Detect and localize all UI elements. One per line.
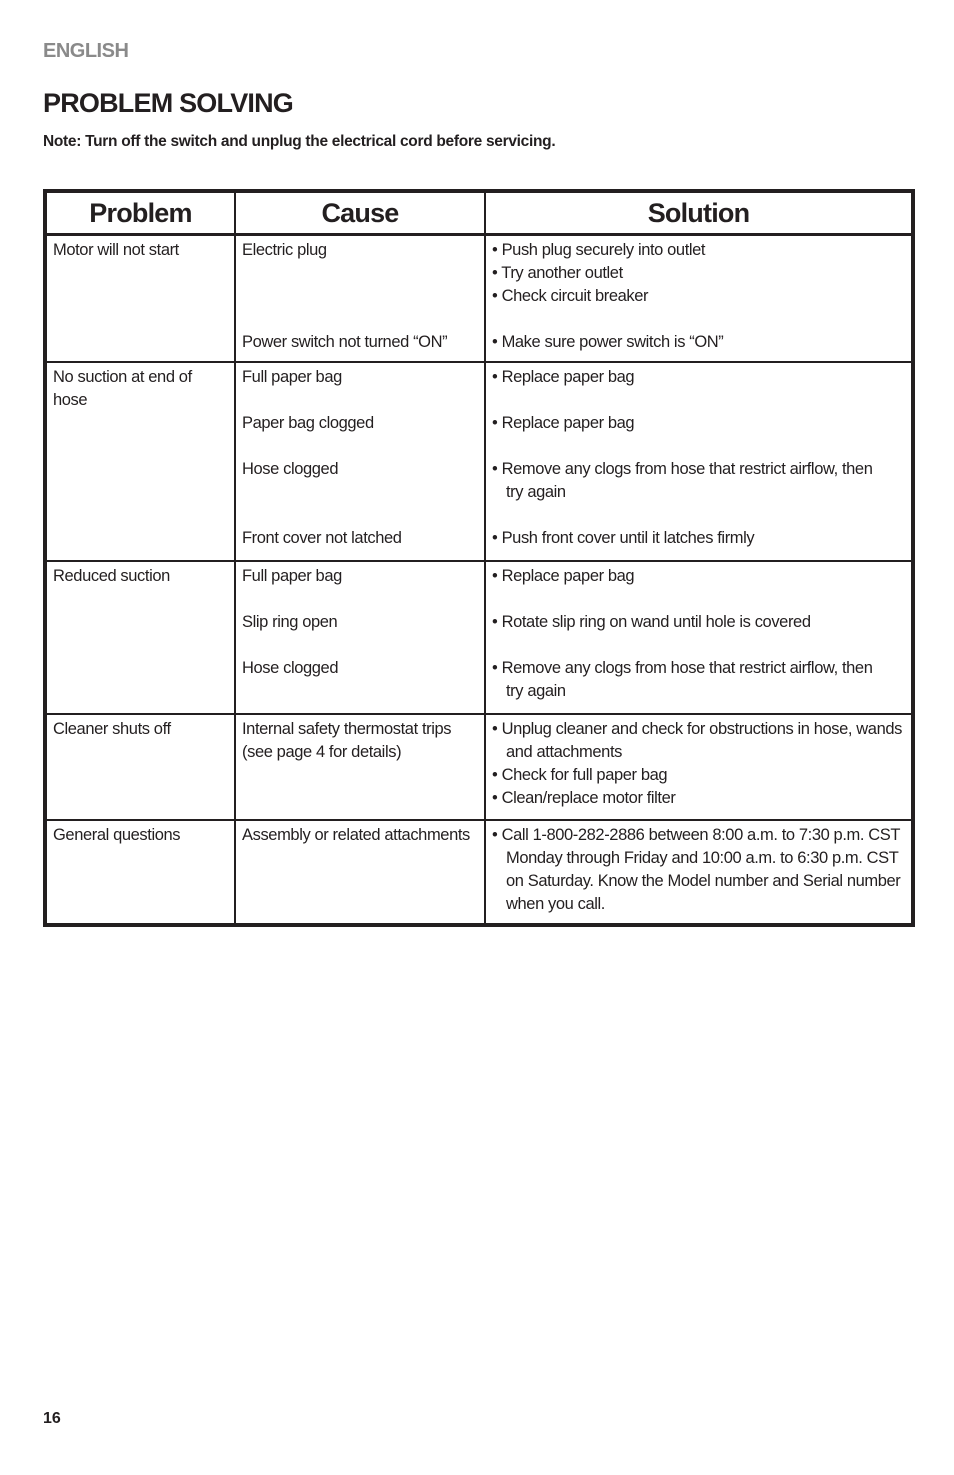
cause-text: Power switch not turned “ON” bbox=[242, 333, 448, 351]
cause-cell bbox=[235, 235, 485, 363]
table-row bbox=[45, 561, 913, 714]
cause-cell bbox=[235, 820, 485, 925]
solution-cell: • Replace paper bag • Rotate slip ring on wand until hole is covered • Remove any clogs from hose that restrict airflow, then try again bbox=[485, 561, 913, 714]
solution-text: Rotate slip ring on wand until hole is covered bbox=[501, 613, 811, 631]
cause-text: Assembly or related attachments bbox=[242, 826, 470, 844]
solution-text: Replace paper bag bbox=[501, 414, 635, 432]
solution-cell: • Replace paper bag • Replace paper bag • Remove any clogs from hose that restrict airflow, then try again • Push front cover until it latches firmly bbox=[485, 362, 913, 561]
solution-text: Make sure power switch is “ON” bbox=[501, 333, 724, 351]
table-row bbox=[45, 714, 913, 820]
column-header-problem: Problem bbox=[45, 191, 235, 235]
cause-cell bbox=[235, 714, 485, 820]
cause-text: Front cover not latched bbox=[242, 529, 402, 547]
solution-text: Unplug cleaner and check for obstructions in hose, wands and attachments bbox=[501, 720, 902, 761]
problem-text: No suction at end of hose bbox=[53, 368, 192, 409]
servicing-note: Note: Turn off the switch and unplug the electrical cord before servicing. bbox=[43, 133, 556, 150]
problem-text: General questions bbox=[53, 826, 181, 844]
problem-text: Cleaner shuts off bbox=[53, 720, 171, 738]
table-row bbox=[45, 362, 913, 561]
cause-text: Full paper bag bbox=[242, 368, 342, 386]
solution-text: Check circuit breaker bbox=[501, 287, 649, 305]
column-header-solution: Solution bbox=[485, 191, 913, 235]
problem-cell bbox=[45, 561, 235, 714]
page-title: PROBLEM SOLVING bbox=[43, 88, 294, 118]
solution-cell: • Push plug securely into outlet • Try another outlet • Check circuit breaker • Make sure power switch is “ON” bbox=[485, 235, 913, 363]
cause-text: Hose clogged bbox=[242, 460, 339, 478]
problem-cell bbox=[45, 362, 235, 561]
cause-text: Slip ring open bbox=[242, 613, 338, 631]
problem-cell bbox=[45, 714, 235, 820]
solution-text: Remove any clogs from hose that restrict airflow, then try again bbox=[501, 460, 873, 501]
solution-text: Push plug securely into outlet bbox=[501, 241, 706, 259]
solution-cell: • Unplug cleaner and check for obstructions in hose, wands and attachments • Check for full paper bag • Clean/replace motor filter bbox=[485, 714, 913, 820]
problem-solving-table bbox=[43, 189, 915, 927]
cause-cell bbox=[235, 561, 485, 714]
problem-text: Reduced suction bbox=[53, 567, 170, 585]
cause-text: Internal safety thermostat trips (see page 4 for details) bbox=[242, 720, 452, 761]
cause-text: Full paper bag bbox=[242, 567, 342, 585]
cause-text: Electric plug bbox=[242, 241, 327, 259]
solution-text: Remove any clogs from hose that restrict airflow, then try again bbox=[501, 659, 873, 700]
cause-text: Paper bag clogged bbox=[242, 414, 374, 432]
solution-text: Replace paper bag bbox=[501, 567, 635, 585]
cause-cell bbox=[235, 362, 485, 561]
solution-cell: • Call 1-800-282-2886 between 8:00 a.m. to 7:30 p.m. CST Monday through Friday and 10:00 a.m. to 6:30 p.m. CST on Saturday. Know the Model number and Serial number when you call. bbox=[485, 820, 913, 925]
column-header-cause: Cause bbox=[235, 191, 485, 235]
solution-text: Replace paper bag bbox=[501, 368, 635, 386]
solution-text: Try another outlet bbox=[501, 264, 623, 282]
solution-text: Clean/replace motor filter bbox=[501, 789, 676, 807]
table-row bbox=[45, 820, 913, 925]
problem-cell bbox=[45, 820, 235, 925]
problem-text: Motor will not start bbox=[53, 241, 179, 259]
solution-text: Call 1-800-282-2886 between 8:00 a.m. to 7:30 p.m. CST Monday through Friday and 10:00 a.m. to 6:30 p.m. CST on Saturday. Know the Model number and Serial number when you call. bbox=[501, 826, 901, 913]
table-header-row bbox=[45, 191, 913, 235]
solution-text: Push front cover until it latches firmly bbox=[501, 529, 755, 547]
language-label: ENGLISH bbox=[43, 40, 129, 62]
table-row bbox=[45, 235, 913, 363]
page-number: 16 bbox=[43, 1410, 61, 1427]
cause-text: Hose clogged bbox=[242, 659, 339, 677]
problem-cell bbox=[45, 235, 235, 363]
solution-text: Check for full paper bag bbox=[501, 766, 668, 784]
